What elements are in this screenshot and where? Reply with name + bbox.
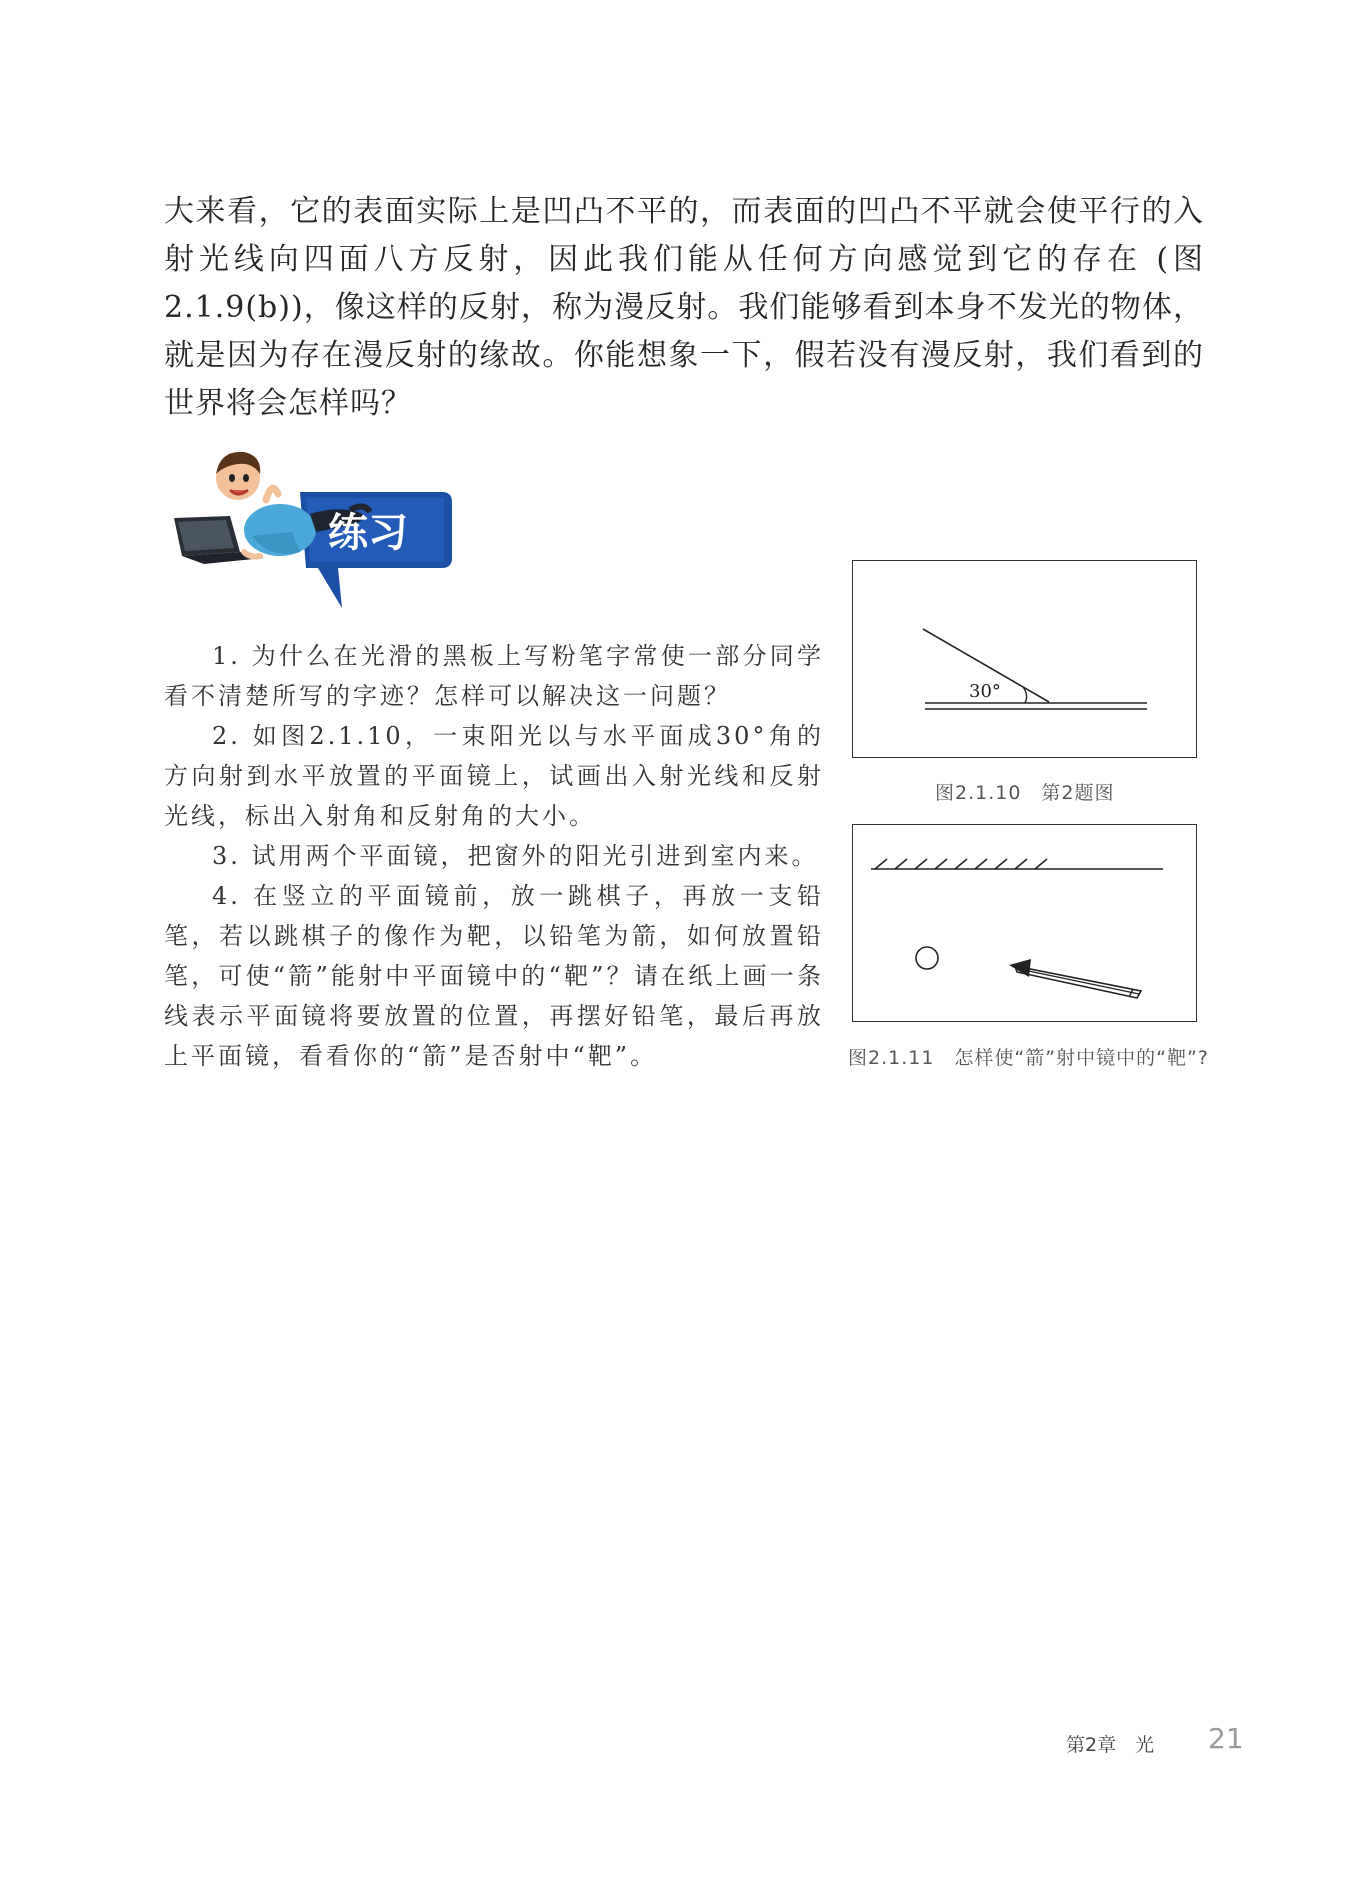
exercise-item-2: 2. 如图2.1.10，一束阳光以与水平面成30°角的方向射到水平放置的平面镜上，试画出入射光线和反射光线，标出入射角和反射角的大小。: [164, 722, 824, 830]
exercise-title: 练习: [328, 510, 408, 556]
exercise-item-4: 4. 在竖立的平面镜前，放一跳棋子，再放一支铅笔，若以跳棋子的像作为靶，以铅笔为箭，如何放置铅笔，可使“箭”能射中平面镜中的“靶”？请在纸上画一条线表示平面镜将要放置的位置，再摆好铅笔，最后再放上平面镜，看看你的“箭”是否射中“靶”。: [164, 882, 824, 1070]
figure-2-1-10: [852, 560, 1197, 758]
figure-2-1-10-caption: 图2.1.10 第2题图: [935, 782, 1115, 804]
intro-paragraph: [164, 188, 1204, 428]
chapter-label: 第2章 光: [1066, 1734, 1155, 1756]
exercise-item-3: 3. 试用两个平面镜，把窗外的阳光引进到室内来。: [212, 842, 819, 870]
exercise-item-1: 1. 为什么在光滑的黑板上写粉笔字常使一部分同学看不清楚所写的字迹？怎样可以解决这一问题？: [164, 642, 824, 710]
checker-piece-icon: [916, 947, 938, 969]
angle-label: 30°: [969, 681, 1001, 702]
figure-2-1-11-caption: 图2.1.11 怎样使“箭”射中镜中的“靶”?: [848, 1047, 1209, 1069]
exercise-list: [164, 636, 824, 1076]
page-number: 21: [1208, 1722, 1244, 1755]
exercise-badge: [160, 440, 460, 610]
figure-2-1-11: [852, 824, 1197, 1022]
mirror-hatching: [875, 859, 1047, 869]
pencil-arrow-icon: [1009, 959, 1141, 998]
intro-text: 大来看，它的表面实际上是凹凸不平的，而表面的凹凸不平就会使平行的入射光线向四面八方反射，因此我们能从任何方向感觉到它的存在 (图2.1.9(b))，像这样的反射，称为漫反射。我们能够看到本身不发光的物体，就是因为存在漫反射的缘故。你能想象一下，假若没有漫反射，我们看到的世界将会怎样吗？: [164, 194, 1204, 421]
